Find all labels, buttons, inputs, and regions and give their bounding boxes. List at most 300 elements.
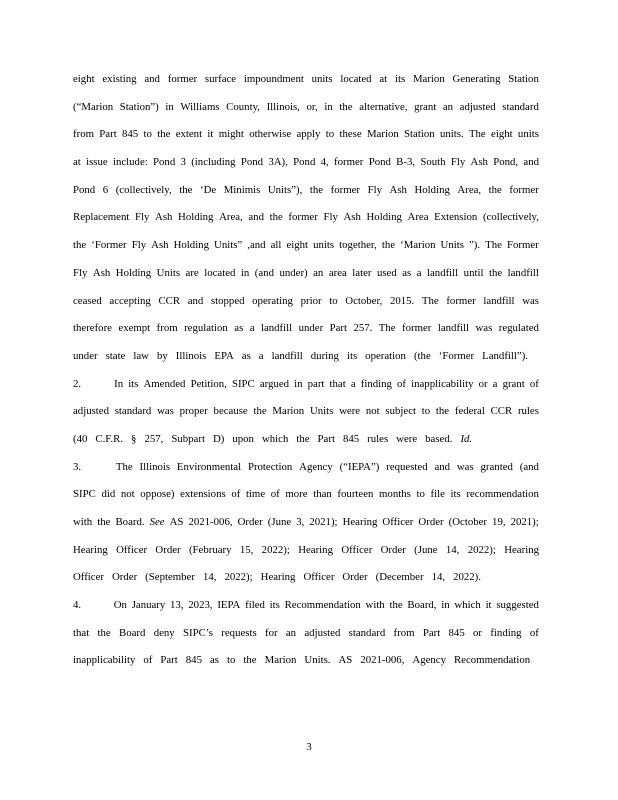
paragraph-number: 2. <box>73 377 82 390</box>
word: Part <box>329 322 348 335</box>
word: (collectively, <box>482 211 539 224</box>
word: adjusted <box>459 100 496 113</box>
word: (40 <box>73 432 88 445</box>
word: The <box>378 322 396 335</box>
word: to <box>143 128 152 141</box>
word: include: <box>112 156 148 169</box>
word: Fly <box>73 266 88 279</box>
text-line <box>73 293 539 321</box>
word: Part <box>99 128 117 141</box>
word: 845 <box>122 128 139 141</box>
word: requested <box>386 460 428 473</box>
word: Amended <box>143 377 186 390</box>
word: was <box>475 322 493 335</box>
word: (the <box>413 349 431 362</box>
word: a <box>249 322 255 335</box>
word: rules <box>517 405 539 418</box>
text-line <box>73 542 539 570</box>
word: Petition, <box>190 377 227 390</box>
word: Holding <box>178 211 214 224</box>
word: surface <box>204 73 237 85</box>
word: these <box>339 128 362 141</box>
word: C.F.R. <box>95 432 124 445</box>
word: 845 <box>342 432 360 445</box>
word: its <box>346 349 358 362</box>
text-line <box>73 154 539 182</box>
word: the <box>269 211 283 224</box>
word: as <box>241 349 251 362</box>
word: 3 <box>180 156 186 169</box>
word: On <box>113 599 127 612</box>
text-line <box>73 403 539 431</box>
word: the <box>253 405 267 418</box>
word: did <box>101 488 116 501</box>
word: 2021); <box>309 516 338 528</box>
word: fourteen <box>337 488 374 501</box>
word: operating <box>252 294 293 307</box>
word: the <box>339 100 353 113</box>
word: was <box>456 460 474 473</box>
word: Pond, <box>493 156 519 169</box>
word: 2022); <box>261 543 290 556</box>
word: Marion <box>366 128 399 141</box>
word: rules <box>367 432 389 445</box>
word: during <box>310 349 339 362</box>
word: eight <box>286 239 309 252</box>
text-line <box>73 597 539 625</box>
word: or <box>473 626 483 639</box>
word: requests <box>221 626 257 639</box>
word: eight <box>491 128 513 141</box>
word: and <box>523 156 539 169</box>
word: Hearing <box>298 543 333 556</box>
word: 2022); <box>467 543 496 556</box>
word: under <box>73 349 98 362</box>
text-line <box>73 265 539 293</box>
word: Units. <box>304 654 331 667</box>
text-line <box>73 652 539 680</box>
word: of <box>529 377 539 390</box>
word: part <box>307 377 325 390</box>
word: Agency <box>299 460 333 473</box>
word: Area, <box>219 211 243 224</box>
word: Pond <box>153 156 176 169</box>
word: adjusted <box>73 405 109 418</box>
word: landfill <box>437 322 470 335</box>
word: existing <box>102 73 137 85</box>
word: inapplicability <box>411 377 474 390</box>
word: Order <box>418 516 444 528</box>
word: that <box>329 377 346 390</box>
word: landfill <box>507 266 539 279</box>
word: were <box>396 432 418 445</box>
word: Generating <box>452 73 501 85</box>
word: CCR <box>158 294 181 307</box>
word: The <box>468 128 486 141</box>
word: to <box>421 405 431 418</box>
word: D) <box>212 432 225 445</box>
word: the <box>435 405 450 418</box>
word: months <box>379 488 411 501</box>
word: that <box>73 626 90 639</box>
word: 14, <box>445 543 460 556</box>
word: the <box>309 183 324 196</box>
word: of <box>529 626 539 639</box>
word: 2021-006, <box>188 516 233 528</box>
word: units <box>313 239 335 252</box>
word: Officer <box>303 571 335 584</box>
word: a <box>350 377 356 390</box>
word: an <box>313 266 324 279</box>
word: IEPA <box>217 599 241 612</box>
word: (September <box>145 571 195 584</box>
word: SIPC <box>231 377 255 390</box>
word: (and <box>254 266 274 279</box>
word: with <box>73 516 93 528</box>
word: inapplicability <box>73 654 136 667</box>
word: to <box>416 488 425 501</box>
word: 3, <box>296 516 305 528</box>
word: standard <box>114 405 152 418</box>
word: Agency <box>412 654 446 667</box>
word: Part <box>160 654 178 667</box>
word: all <box>270 239 282 252</box>
word: Id. <box>460 432 473 445</box>
word: (October <box>448 516 488 528</box>
word: from <box>393 626 415 639</box>
word: Environmental <box>176 460 242 473</box>
word: Fly <box>367 183 382 196</box>
word: Protection <box>247 460 293 473</box>
word: the <box>389 599 403 612</box>
word: units. <box>439 128 464 141</box>
word: recommendation <box>466 488 539 501</box>
word: otherwise <box>249 128 292 141</box>
word: (“Marion <box>73 100 114 113</box>
word: Ash <box>470 156 488 169</box>
word: Holding <box>366 211 402 224</box>
word: extensions <box>180 488 226 501</box>
word: in <box>240 266 250 279</box>
word: filed <box>245 599 265 612</box>
word: CCR <box>490 405 513 418</box>
text-line <box>73 376 539 404</box>
word: landfill <box>260 322 293 335</box>
word: Recommendation <box>284 599 361 612</box>
word: apply <box>296 128 321 141</box>
word: The <box>421 294 439 307</box>
word: extent <box>175 128 203 141</box>
word: 2023, <box>188 599 213 612</box>
word: former <box>167 73 198 85</box>
word: Pond <box>293 156 316 169</box>
word: are <box>185 266 199 279</box>
word: (including <box>191 156 236 169</box>
word: regulated <box>498 322 539 335</box>
text-line <box>73 99 539 127</box>
paragraph-number: 4. <box>73 599 82 612</box>
word: 4, <box>320 156 329 169</box>
word: B-3, <box>396 156 416 169</box>
word: landfill <box>483 294 515 307</box>
word: Williams <box>180 100 220 113</box>
word: AS <box>338 654 353 667</box>
word: units <box>517 128 539 141</box>
word: ‘Former <box>91 239 127 252</box>
word: former <box>446 294 476 307</box>
word: the <box>381 239 396 252</box>
word: The <box>115 460 133 473</box>
word: its <box>394 73 406 85</box>
word: South <box>420 156 446 169</box>
word: ‘De <box>199 183 217 196</box>
word: former <box>509 183 539 196</box>
word: 2021-006, <box>360 654 405 667</box>
word: with <box>365 599 385 612</box>
word: in <box>294 377 303 390</box>
word: 257, <box>144 432 164 445</box>
word: Marion <box>264 654 297 667</box>
text-line <box>73 431 539 459</box>
word: ,and <box>247 239 266 252</box>
word: Fly <box>131 239 147 252</box>
word: suggested <box>496 599 539 612</box>
word: at <box>379 73 388 85</box>
word: and <box>434 460 451 473</box>
word: under <box>298 322 324 335</box>
word: Illinois <box>175 349 207 362</box>
word: Recommendation <box>453 654 531 667</box>
word: landfill <box>427 266 459 279</box>
word: Ash <box>151 239 169 252</box>
word: (December <box>375 571 424 584</box>
word: under) <box>279 266 308 279</box>
word: (February <box>188 543 232 556</box>
word: alternative, <box>359 100 408 113</box>
text-line <box>73 320 539 348</box>
word: accepting <box>109 294 151 307</box>
word: Board, <box>407 599 437 612</box>
word: Ash <box>155 211 173 224</box>
text-line <box>73 209 539 237</box>
word: the <box>97 516 111 528</box>
word: the <box>296 432 310 445</box>
word: at <box>73 156 81 169</box>
word: 845 <box>185 654 202 667</box>
word: impoundment <box>243 73 304 85</box>
word: Extension <box>434 211 478 224</box>
word: deny <box>153 626 175 639</box>
word: Station”) <box>119 100 159 113</box>
word: (June <box>267 516 292 528</box>
word: Illinois <box>139 460 171 473</box>
word: Officer <box>341 543 373 556</box>
word: area <box>328 266 347 279</box>
text-line <box>73 514 539 542</box>
word: 13, <box>170 599 184 612</box>
word: ceased <box>73 294 102 307</box>
word: and <box>144 73 160 85</box>
word: prior <box>300 294 322 307</box>
word: Ash <box>92 266 111 279</box>
word: adjusted <box>304 626 341 639</box>
word: Minimis <box>223 183 261 196</box>
word: was <box>522 294 539 307</box>
word: Ash <box>389 183 407 196</box>
word: proper <box>179 405 208 418</box>
word: Units <box>440 239 464 252</box>
word: The <box>485 239 502 252</box>
word: Officer <box>116 543 148 556</box>
word: January <box>131 599 166 612</box>
word: 2022); <box>224 571 253 584</box>
word: stopped <box>210 294 245 307</box>
word: Hearing <box>73 543 108 556</box>
word: See <box>149 516 165 528</box>
word: grant <box>414 100 437 113</box>
word: which <box>261 432 289 445</box>
word: subject <box>385 405 416 418</box>
word: 14, <box>431 571 446 584</box>
word: located <box>204 266 236 279</box>
word: Units”), <box>267 183 303 196</box>
word: Order <box>380 543 406 556</box>
word: Units” <box>214 239 243 252</box>
word: which <box>454 599 481 612</box>
word: together, <box>339 239 377 252</box>
word: or <box>478 377 488 390</box>
word: Board <box>119 626 146 639</box>
word: Pond <box>73 183 96 196</box>
word: Illinois, <box>266 100 300 113</box>
text-line <box>73 126 539 154</box>
word: Hearing <box>342 516 378 528</box>
word: Replacement <box>73 211 130 224</box>
word: the <box>97 626 111 639</box>
word: 257. <box>353 322 373 335</box>
word: a <box>258 349 264 362</box>
word: Pond <box>368 156 391 169</box>
word: former <box>402 322 432 335</box>
word: to <box>329 294 338 307</box>
word: its <box>128 377 139 390</box>
word: Area <box>407 211 429 224</box>
word: Fly <box>134 211 150 224</box>
word: the <box>73 239 87 252</box>
word: Units <box>156 266 181 279</box>
text-line <box>73 569 539 597</box>
word: an <box>285 626 297 639</box>
word: ”). <box>469 239 481 252</box>
word: eight <box>73 73 95 85</box>
word: to <box>325 128 335 141</box>
word: therefore <box>73 322 112 335</box>
word: based. <box>425 432 453 445</box>
word: (“IEPA”) <box>339 460 380 473</box>
word: its <box>450 488 461 501</box>
word: 14, <box>202 571 217 584</box>
word: regulation <box>184 322 228 335</box>
word: not <box>365 405 380 418</box>
word: until <box>463 266 484 279</box>
text-line <box>73 625 539 653</box>
word: the <box>157 128 171 141</box>
word: for <box>264 626 278 639</box>
word: of <box>397 377 407 390</box>
word: 3A), <box>268 156 288 169</box>
word: Order <box>342 571 368 584</box>
word: 2021); <box>510 516 539 528</box>
text-line <box>73 459 539 487</box>
word: 845 <box>448 626 465 639</box>
word: Holding <box>173 239 209 252</box>
word: of <box>231 488 241 501</box>
word: Order <box>155 543 181 556</box>
word: because <box>213 405 248 418</box>
word: later <box>352 266 372 279</box>
text-line <box>73 486 539 514</box>
word: former <box>288 211 318 224</box>
word: Part <box>422 626 441 639</box>
word: law <box>133 349 149 362</box>
word: § <box>131 432 137 445</box>
word: Subpart <box>171 432 205 445</box>
word: Board. <box>115 516 145 528</box>
word: from <box>156 322 178 335</box>
word: of <box>143 654 153 667</box>
word: 6 <box>102 183 109 196</box>
word: the <box>179 183 193 196</box>
word: Units <box>309 405 334 418</box>
word: standard <box>502 100 539 113</box>
word: a <box>492 377 498 390</box>
paragraph-number: 3. <box>73 460 82 473</box>
word: time <box>245 488 266 501</box>
word: Fly <box>323 211 338 224</box>
word: Station <box>508 73 539 85</box>
word: Order <box>237 516 263 528</box>
word: Marion <box>272 405 305 418</box>
word: units <box>311 73 333 85</box>
word: it <box>207 128 214 141</box>
word: upon <box>232 432 254 445</box>
text-line <box>73 71 539 99</box>
word: former <box>330 183 361 196</box>
word: state <box>105 349 126 362</box>
word: might <box>218 128 244 141</box>
word: than <box>313 488 332 501</box>
word: located <box>340 73 372 85</box>
page-number: 3 <box>306 741 312 753</box>
word: Pond <box>240 156 264 169</box>
word: the <box>488 266 503 279</box>
word: more <box>285 488 308 501</box>
word: October, <box>345 294 383 307</box>
word: not <box>120 488 135 501</box>
word: as <box>209 654 219 667</box>
word: Former <box>506 239 539 252</box>
word: In <box>114 377 124 390</box>
word: in <box>324 100 333 113</box>
word: ‘Marion <box>400 239 436 252</box>
word: granted <box>480 460 513 473</box>
word: and <box>248 211 264 224</box>
word: SIPC <box>73 488 96 501</box>
word: Area, <box>457 183 482 196</box>
word: (and <box>519 460 539 473</box>
word: federal <box>454 405 485 418</box>
word: to <box>226 654 236 667</box>
